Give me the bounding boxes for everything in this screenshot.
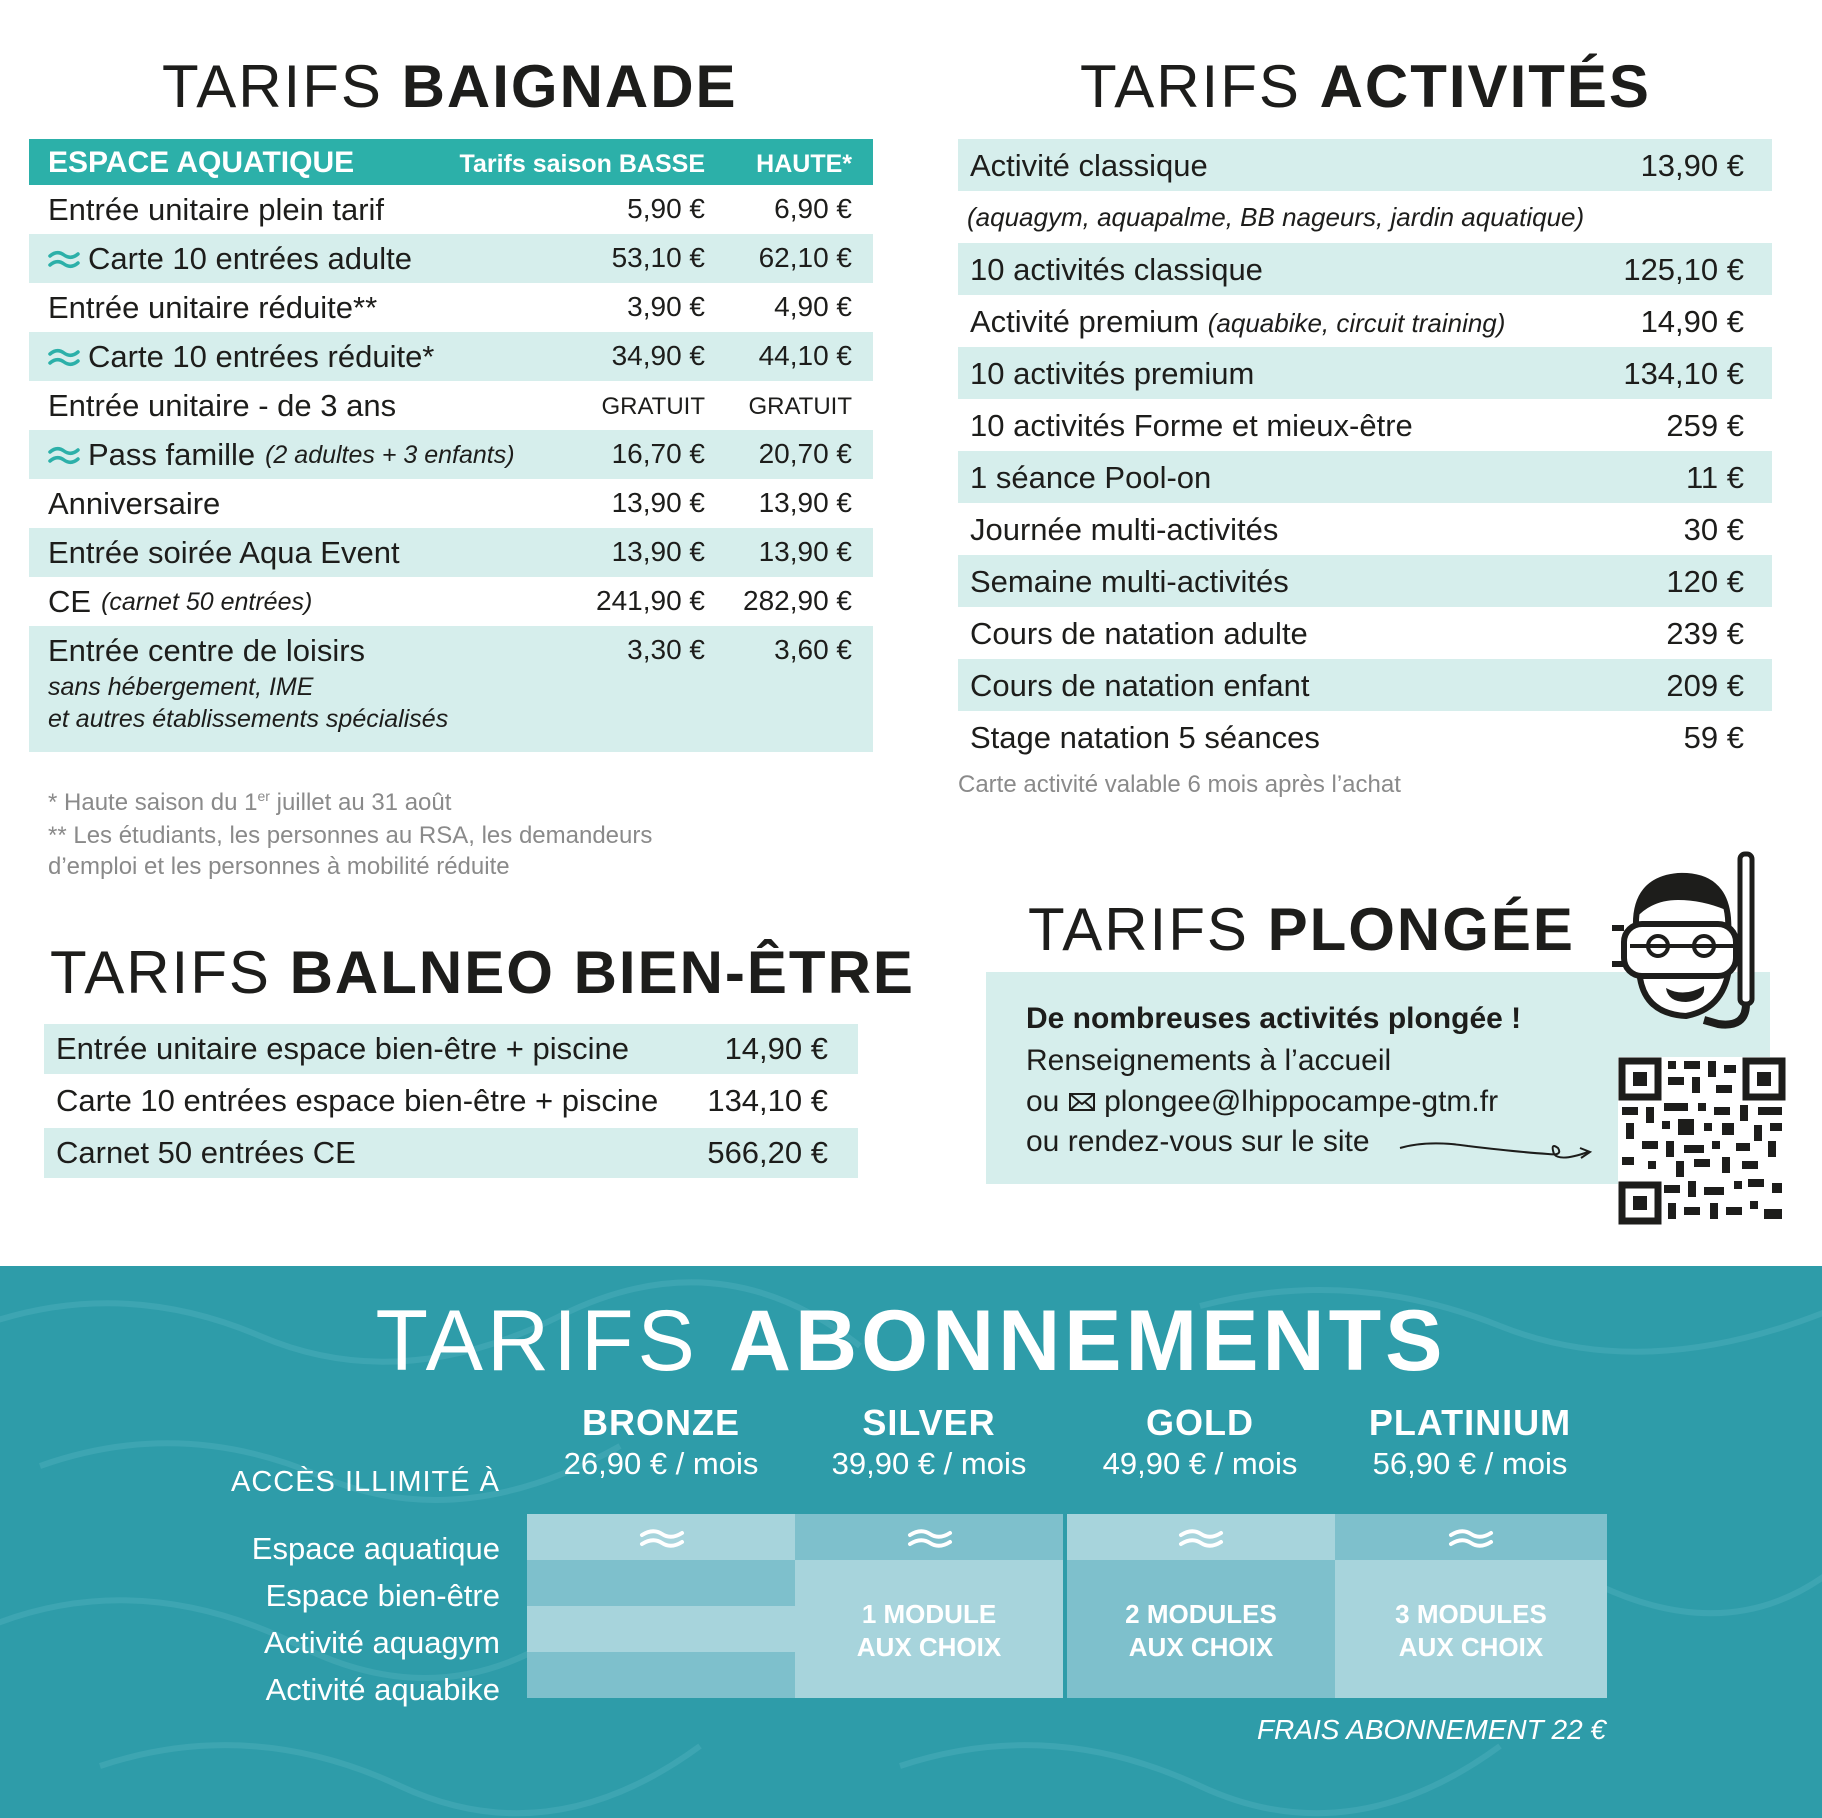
wave-icon: [639, 1526, 685, 1550]
grid-cell: [527, 1606, 795, 1652]
table-row: [958, 503, 1772, 555]
grid-cell: [527, 1560, 795, 1606]
abonnements-section: [0, 1266, 1822, 1818]
balneo-title-bold: BALNEO BIEN-ÊTRE: [289, 939, 915, 1006]
row-price: 239 €: [1666, 616, 1744, 651]
row-label: Anniversaire: [48, 486, 221, 521]
balneo-table: [44, 1024, 858, 1180]
row-label: 10 activités classique: [970, 252, 1263, 287]
row-label: Pass famille: [88, 437, 256, 472]
arrow-icon: [1398, 1130, 1598, 1170]
row-price: 259 €: [1666, 408, 1744, 443]
module-line: AUX CHOIX: [1398, 1632, 1544, 1662]
row-label: Entrée unitaire plein tarif: [48, 192, 385, 227]
price-basse: 13,90 €: [611, 536, 705, 567]
table-row: [958, 711, 1772, 763]
baignade-title-light: TARIFS: [162, 53, 383, 120]
row-label: 10 activités premium: [970, 356, 1255, 391]
baignade-table-header: [29, 139, 873, 185]
plongee-email[interactable]: plongee@lhippocampe-gtm.fr: [1104, 1085, 1499, 1118]
row-label: Activité premium: [970, 304, 1200, 339]
baignade-title: [162, 52, 738, 121]
price-haute: 13,90 €: [758, 536, 852, 567]
activites-title: [1080, 52, 1651, 121]
price-haute: 20,70 €: [758, 438, 852, 469]
row-label: 1 séance Pool-on: [970, 460, 1212, 495]
row-label: Entrée unitaire réduite**: [48, 290, 378, 325]
table-row: [29, 479, 873, 528]
mail-icon: [1068, 1091, 1096, 1113]
plan-platinium: [1336, 1402, 1604, 1482]
plongee-or: ou: [1026, 1085, 1060, 1118]
table-row: [958, 659, 1772, 711]
module-line: AUX CHOIX: [856, 1632, 1002, 1662]
plongee-title: [1028, 895, 1575, 964]
abonnements-title: [0, 1292, 1822, 1391]
header-basse: Tarifs saison BASSE: [459, 150, 705, 178]
plan-name: GOLD: [1146, 1402, 1254, 1443]
row-price: 14,90 €: [724, 1031, 828, 1066]
row-label: Carte 10 entrées espace bien-être + piscine: [56, 1083, 659, 1118]
price-basse: 16,70 €: [611, 438, 705, 469]
access-item: Espace bien-être: [265, 1578, 500, 1613]
access-item: Activité aquabike: [265, 1672, 500, 1707]
footnote-text: juillet au 31 août: [269, 789, 452, 816]
table-row: [29, 283, 873, 332]
activites-title-light: TARIFS: [1080, 53, 1301, 120]
row-label: Activité classique: [970, 148, 1208, 183]
footnote-line: ** Les étudiants, les personnes au RSA, les demandeurs: [48, 822, 653, 849]
row-label: (aquagym, aquapalme, BB nageurs, jardin aquatique): [967, 202, 1585, 232]
diver-mask-icon: [1606, 848, 1766, 1038]
table-row: [29, 234, 873, 283]
module-line: 2 MODULES: [1125, 1599, 1277, 1629]
table-row: [44, 1024, 858, 1074]
price-haute: 44,10 €: [758, 340, 852, 371]
price-haute: 3,60 €: [774, 634, 852, 665]
row-note: (2 adultes + 3 enfants): [265, 440, 515, 469]
table-row: [29, 577, 873, 626]
footnote-reduit: [48, 820, 652, 882]
grid-cell: [527, 1652, 795, 1698]
row-label-wrap: [48, 437, 515, 473]
plongee-title-bold: PLONGÉE: [1267, 896, 1575, 963]
table-row: [44, 1128, 858, 1178]
plan-name: BRONZE: [582, 1402, 740, 1443]
row-label-wrap: [970, 304, 1505, 340]
subscription-fee: FRAIS ABONNEMENT 22 €: [1256, 1714, 1606, 1745]
plongee-headline: De nombreuses activités plongée !: [1026, 1002, 1522, 1035]
price-haute: 62,10 €: [758, 242, 852, 273]
module-platinium: [1337, 1598, 1605, 1664]
price-haute: 13,90 €: [758, 487, 852, 518]
plan-name: SILVER: [862, 1402, 996, 1443]
wave-icon: [48, 247, 80, 271]
row-label: Cours de natation enfant: [970, 668, 1310, 703]
footnote-line: d’emploi et les personnes à mobilité réduite: [48, 853, 510, 880]
module-gold: [1067, 1598, 1335, 1664]
plongee-site-line: [1026, 1125, 1370, 1159]
access-item: Activité aquagym: [263, 1625, 500, 1660]
header-espace-aquatique: ESPACE AQUATIQUE: [48, 146, 355, 179]
table-row: [958, 607, 1772, 659]
price-basse: 13,90 €: [611, 487, 705, 518]
balneo-title: [50, 938, 915, 1007]
row-note: (carnet 50 entrées): [101, 587, 313, 616]
table-row: [958, 191, 1772, 243]
plongee-email-line: [1026, 1085, 1498, 1119]
activites-footnote: Carte activité valable 6 mois après l’achat: [958, 771, 1401, 798]
activites-title-bold: ACTIVITÉS: [1319, 53, 1651, 120]
row-sub-1: sans hébergement, IME: [48, 673, 314, 701]
module-line: 1 MODULE: [861, 1599, 997, 1629]
price-basse: 3,90 €: [627, 291, 705, 322]
balneo-title-light: TARIFS: [50, 939, 271, 1006]
subscription-grid: [527, 1514, 1607, 1698]
row-label: Entrée unitaire - de 3 ans: [48, 388, 397, 423]
plongee-site-text: ou rendez-vous sur le site: [1026, 1125, 1370, 1158]
baignade-table: [29, 139, 873, 752]
baignade-title-bold: BAIGNADE: [401, 53, 738, 120]
row-label: Entrée unitaire espace bien-être + piscine: [56, 1031, 629, 1066]
price-basse: 53,10 €: [611, 242, 705, 273]
footnote-haute-saison: [48, 781, 451, 818]
price-haute: 282,90 €: [743, 585, 852, 616]
plan-silver: [795, 1402, 1063, 1482]
row-price: 30 €: [1683, 512, 1744, 547]
row-price: 11 €: [1685, 460, 1744, 495]
module-line: 3 MODULES: [1395, 1599, 1547, 1629]
table-row: [29, 528, 873, 577]
table-row: [29, 626, 873, 752]
table-row: [958, 243, 1772, 295]
row-label: Semaine multi-activités: [970, 564, 1289, 599]
access-title: ACCÈS ILLIMITÉ À: [230, 1466, 500, 1498]
plan-price: 56,90 € / mois: [1372, 1446, 1568, 1481]
row-price: 120 €: [1666, 564, 1744, 599]
row-label: 10 activités Forme et mieux-être: [970, 408, 1413, 443]
row-label: Journée multi-activités: [970, 512, 1279, 547]
row-price: 134,10 €: [1623, 356, 1744, 391]
wave-icon: [907, 1526, 953, 1550]
footnote-text: * Haute saison du 1: [48, 789, 258, 816]
wave-icon: [1178, 1526, 1224, 1550]
plan-price: 49,90 € / mois: [1102, 1446, 1298, 1481]
plan-name: PLATINIUM: [1368, 1402, 1572, 1443]
table-row: [29, 185, 873, 234]
row-label: Entrée centre de loisirs: [48, 633, 366, 668]
table-row: [958, 399, 1772, 451]
row-price: 209 €: [1666, 668, 1744, 703]
table-row: [958, 555, 1772, 607]
module-line: AUX CHOIX: [1128, 1632, 1274, 1662]
row-label-wrap: [48, 584, 312, 620]
price-basse: 5,90 €: [627, 193, 705, 224]
row-sub-2: et autres établissements spécialisés: [48, 705, 449, 733]
price-basse: 34,90 €: [611, 340, 705, 371]
activites-table: [958, 139, 1772, 763]
row-label: Carte 10 entrées réduite*: [88, 339, 435, 374]
row-label: CE: [48, 584, 92, 619]
table-row: [958, 295, 1772, 347]
price-basse: 241,90 €: [596, 585, 705, 616]
price-basse: GRATUIT: [601, 393, 705, 420]
wave-icon: [48, 443, 80, 467]
table-row: [29, 430, 873, 479]
price-basse: 3,30 €: [627, 634, 705, 665]
row-label-wrap: [48, 339, 434, 375]
plongee-info: Renseignements à l’accueil: [1026, 1044, 1392, 1077]
table-row: [958, 139, 1772, 191]
row-label: Carte 10 entrées adulte: [88, 241, 412, 276]
access-item: Espace aquatique: [251, 1531, 500, 1566]
row-price: 134,10 €: [707, 1083, 828, 1118]
row-price: 14,90 €: [1640, 304, 1744, 339]
table-row: [958, 451, 1772, 503]
plongee-title-light: TARIFS: [1028, 896, 1249, 963]
wave-icon: [48, 345, 80, 369]
table-row: [29, 332, 873, 381]
qr-code-icon: [1618, 1057, 1786, 1225]
footnote-sup: er: [257, 788, 270, 804]
price-haute: GRATUIT: [748, 393, 852, 420]
plan-gold: [1066, 1402, 1334, 1482]
plan-price: 26,90 € / mois: [563, 1446, 759, 1481]
table-row: [958, 347, 1772, 399]
plan-bronze: [527, 1402, 795, 1482]
row-price: 125,10 €: [1623, 252, 1744, 287]
price-haute: 4,90 €: [774, 291, 852, 322]
row-label: Carnet 50 entrées CE: [56, 1135, 356, 1170]
table-row: [29, 381, 873, 430]
row-label: Entrée soirée Aqua Event: [48, 535, 400, 570]
table-row: [44, 1076, 858, 1126]
row-price: 566,20 €: [707, 1135, 828, 1170]
module-silver: [795, 1598, 1063, 1664]
row-note: (aquabike, circuit training): [1207, 308, 1506, 338]
abonnements-title-light: TARIFS: [375, 1293, 699, 1389]
plan-price: 39,90 € / mois: [831, 1446, 1027, 1481]
header-haute: HAUTE*: [756, 150, 852, 178]
row-price: 13,90 €: [1640, 148, 1744, 183]
row-label: Cours de natation adulte: [970, 616, 1308, 651]
price-haute: 6,90 €: [774, 193, 852, 224]
abonnements-title-bold: ABONNEMENTS: [728, 1293, 1447, 1389]
row-price: 59 €: [1683, 720, 1744, 755]
row-label: Stage natation 5 séances: [970, 720, 1320, 755]
row-label-wrap: [48, 241, 412, 277]
wave-icon: [1448, 1526, 1494, 1550]
